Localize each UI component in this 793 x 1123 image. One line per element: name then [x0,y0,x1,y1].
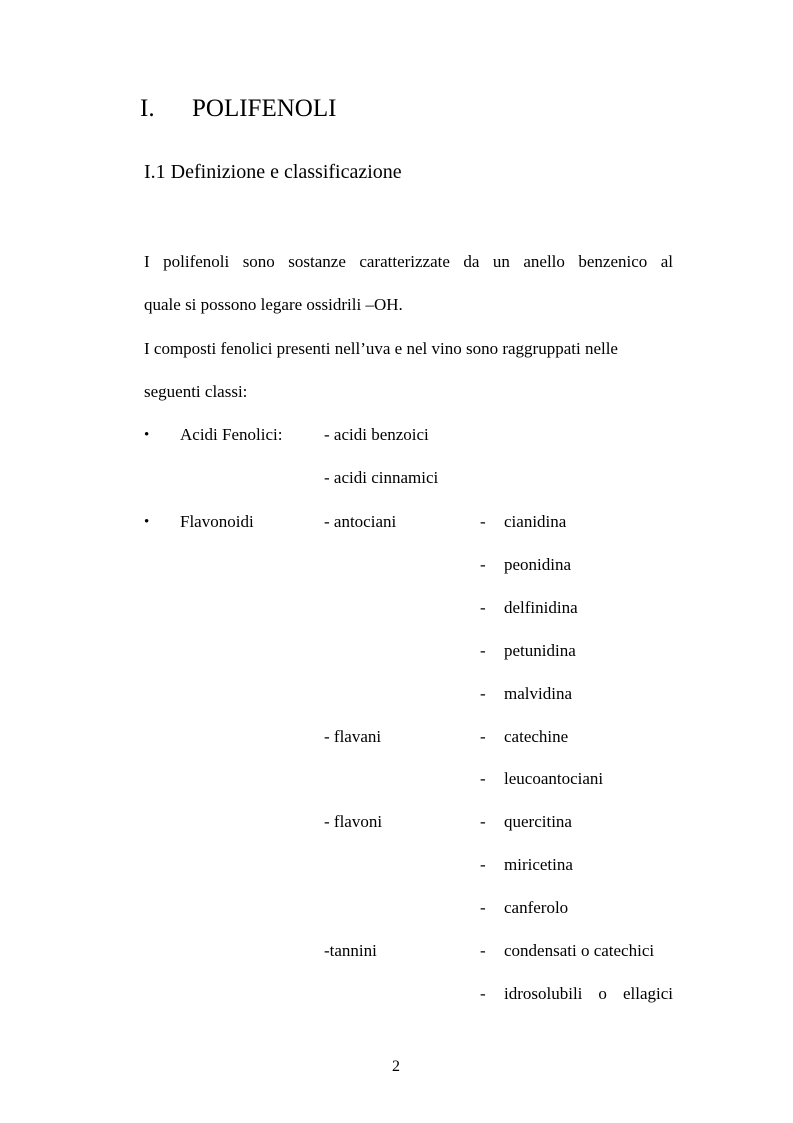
dash-marker: - [480,641,486,660]
compound-label: canferolo [504,898,569,917]
dash-marker: - [480,598,486,617]
compound-label: malvidina [504,684,572,703]
compound-label: catechine [504,727,569,746]
class-row [0,596,793,620]
class-row [0,725,793,749]
dash-marker: - [480,984,486,1003]
section-heading: I.1 Definizione e classificazione [144,161,402,183]
compound-label: delfinidina [504,598,578,617]
class-row [0,682,793,706]
category-label: Acidi Fenolici: [180,425,283,444]
compound-label: miricetina [504,855,573,874]
subclass-label: - flavani [324,727,382,746]
subclass-label: - antociani [324,512,397,531]
chapter-title: POLIFENOLI [192,95,337,122]
class-row [0,639,793,663]
compound-label: quercitina [504,812,572,831]
paragraph-line-3: I composti fenolici presenti nell’uva e nel vino sono raggruppati nelle [144,339,618,358]
dash-marker: - [480,684,486,703]
paragraph-line-4: seguenti classi: [144,382,248,401]
dash-marker: - [480,898,486,917]
paragraph-line-1: I polifenoli sono sostanze caratterizzate da un anello benzenico al [144,252,673,271]
class-row [0,423,793,447]
class-row [0,767,793,791]
subclass-label: - flavoni [324,812,383,831]
dash-marker: - [480,855,486,874]
category-label: Flavonoidi [180,512,254,531]
compound-label: condensati o catechici [504,941,655,960]
compound-label: petunidina [504,641,576,660]
dash-marker: - [480,812,486,831]
subclass-label: - acidi benzoici [324,425,429,444]
bullet-icon: • [144,514,150,530]
class-row [0,853,793,877]
class-row [0,810,793,834]
subclass-label: -tannini [324,941,377,960]
compound-label: leucoantociani [504,769,604,788]
class-row [0,982,793,1006]
dash-marker: - [480,769,486,788]
dash-marker: - [480,941,486,960]
compound-label: idrosolubili o ellagici [504,984,673,1003]
subclass-label: - acidi cinnamici [324,468,439,487]
dash-marker: - [480,727,486,746]
dash-marker: - [480,512,486,531]
chapter-number: I. [140,95,155,122]
class-row [0,939,793,963]
class-row [0,553,793,577]
compound-label: cianidina [504,512,567,531]
compound-label: peonidina [504,555,572,574]
page-number: 2 [392,1058,400,1075]
class-row [0,466,793,490]
paragraph-line-2: quale si possono legare ossidrili –OH. [144,295,403,314]
class-row [0,510,793,534]
class-row [0,896,793,920]
dash-marker: - [480,555,486,574]
bullet-icon: • [144,427,150,443]
